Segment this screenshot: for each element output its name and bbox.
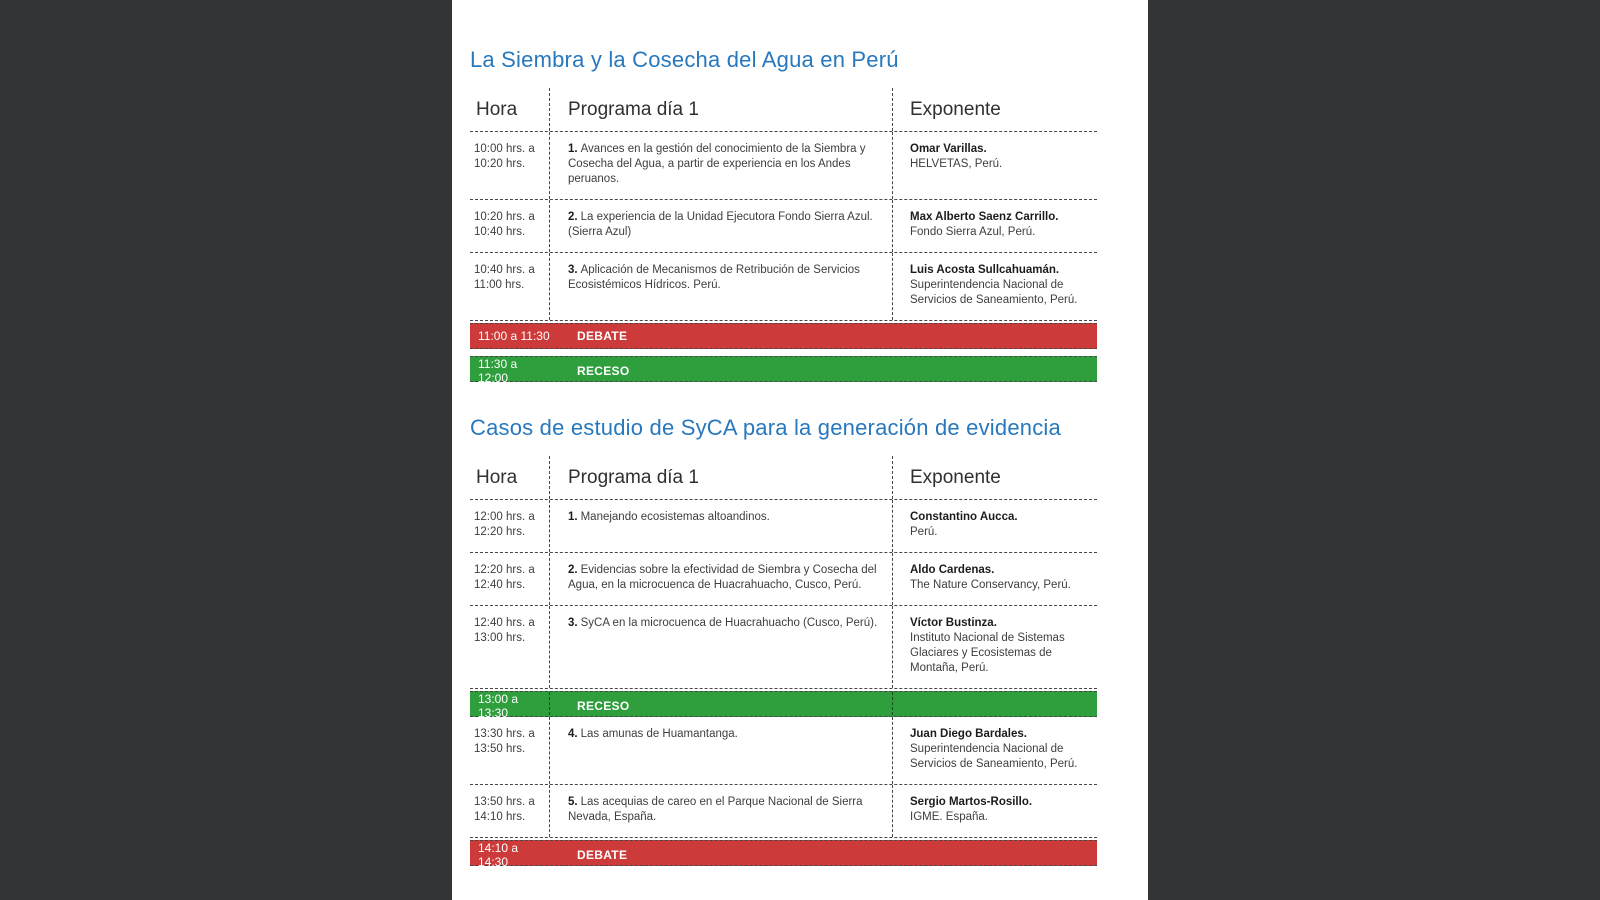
- item-topic: Las acequias de careo en el Parque Nacional de Sierra Nevada, España.: [568, 796, 863, 823]
- item-topic: Las amunas de Huamantanga.: [580, 728, 738, 740]
- time-cell: [470, 785, 550, 837]
- program-cell: [550, 606, 893, 688]
- section-casos-estudio: [470, 414, 1097, 869]
- debate-label: DEBATE: [577, 329, 628, 343]
- item-number: 1.: [568, 143, 578, 155]
- speaker-name: Juan Diego Bardales.: [910, 728, 1027, 740]
- time-end: 10:40 hrs.: [474, 226, 526, 238]
- time-end: 10:20 hrs.: [474, 158, 526, 170]
- debate-time: 11:00 a 11:30: [478, 329, 550, 343]
- time-end: 12:40 hrs.: [474, 579, 526, 591]
- time-cell: [470, 553, 550, 605]
- time-cell: [470, 200, 550, 252]
- item-topic: SyCA en la microcuenca de Huacrahuacho (Cusco, Perú).: [580, 617, 878, 629]
- section-title: La Siembra y la Cosecha del Agua en Perú: [470, 47, 899, 72]
- time-start: 13:50 hrs. a: [474, 796, 535, 808]
- speaker-affiliation: Superintendencia Nacional de Servicios de Saneamiento, Perú.: [910, 279, 1078, 306]
- speaker-cell: [893, 200, 1097, 252]
- speaker-name: Sergio Martos-Rosillo.: [910, 796, 1033, 808]
- item-topic: Evidencias sobre la efectividad de Siembra y Cosecha del Agua, en la microcuenca de Huacrahuacho, Cusco, Perú.: [568, 564, 877, 591]
- time-end: 14:10 hrs.: [474, 811, 526, 823]
- document-page: [452, 0, 1148, 900]
- time-cell: [470, 606, 550, 688]
- receso-label: RECESO: [577, 364, 630, 378]
- program-cell: [550, 200, 893, 252]
- item-topic: Manejando ecosistemas altoandinos.: [580, 511, 770, 523]
- program-cell: [550, 253, 893, 320]
- receso-time: 13:00 a 13:30: [478, 692, 519, 720]
- debate-time: 14:10 a 14:30: [478, 841, 519, 869]
- item-number: 3.: [568, 264, 578, 276]
- time-end: 11:00 hrs.: [474, 279, 525, 291]
- speaker-cell: [893, 253, 1097, 320]
- program-cell: [550, 500, 893, 552]
- program-cell: [550, 785, 893, 837]
- program-cell: [550, 553, 893, 605]
- time-end: 13:50 hrs.: [474, 743, 526, 755]
- debate-label: DEBATE: [577, 848, 628, 862]
- speaker-affiliation: IGME. España.: [910, 811, 988, 823]
- speaker-name: Luis Acosta Sullcahuamán.: [910, 264, 1060, 276]
- schedule-table: [470, 456, 1097, 869]
- receso-time: 11:30 a 12:00: [478, 357, 518, 385]
- time-cell: [470, 253, 550, 320]
- session-row: [470, 200, 1097, 253]
- item-topic: Avances en la gestión del conocimiento de la Siembra y Cosecha del Agua, a partir de experiencia en los Andes peruanos.: [568, 143, 866, 185]
- session-row: [470, 132, 1097, 200]
- time-end: 13:00 hrs.: [474, 632, 526, 644]
- column-header-exponente: Exponente: [910, 467, 1001, 488]
- section-siembra-cosecha: [470, 46, 1097, 385]
- speaker-affiliation: The Nature Conservancy, Perú.: [910, 579, 1071, 591]
- speaker-cell: [893, 606, 1097, 688]
- speaker-affiliation: Instituto Nacional de Sistemas Glaciares y Ecosistemas de Montaña, Perú.: [910, 632, 1065, 674]
- debate-bar: [470, 323, 1097, 349]
- item-number: 3.: [568, 617, 578, 629]
- speaker-affiliation: Perú.: [910, 526, 938, 538]
- session-row: [470, 553, 1097, 606]
- column-header-hora: Hora: [470, 456, 550, 499]
- session-row: [470, 606, 1097, 689]
- time-start: 12:00 hrs. a: [474, 511, 535, 523]
- schedule-table: [470, 88, 1097, 385]
- speaker-cell: [893, 553, 1097, 605]
- speaker-cell: [893, 500, 1097, 552]
- receso-bar: [470, 356, 1097, 385]
- speaker-cell: [893, 717, 1097, 784]
- time-start: 13:30 hrs. a: [474, 728, 535, 740]
- speaker-name: Max Alberto Saenz Carrillo.: [910, 211, 1059, 223]
- speaker-name: Aldo Cardenas.: [910, 564, 995, 576]
- speaker-affiliation: Superintendencia Nacional de Servicios de Saneamiento, Perú.: [910, 743, 1078, 770]
- program-cell: [550, 717, 893, 784]
- debate-bar: [470, 840, 1097, 869]
- column-header-programa: Programa día 1: [550, 456, 893, 499]
- speaker-affiliation: HELVETAS, Perú.: [910, 158, 1003, 170]
- item-number: 1.: [568, 511, 578, 523]
- session-row: [470, 785, 1097, 838]
- item-number: 5.: [568, 796, 578, 808]
- time-cell: [470, 500, 550, 552]
- column-header-programa: Programa día 1: [550, 88, 893, 131]
- session-row: [470, 500, 1097, 553]
- speaker-affiliation: Fondo Sierra Azul, Perú.: [910, 226, 1036, 238]
- session-row: [470, 253, 1097, 321]
- column-header-exponente: Exponente: [910, 99, 1001, 120]
- speaker-name: Constantino Aucca.: [910, 511, 1018, 523]
- time-start: 12:20 hrs. a: [474, 564, 535, 576]
- time-start: 12:40 hrs. a: [474, 617, 535, 629]
- speaker-name: Víctor Bustinza.: [910, 617, 997, 629]
- column-header-hora: Hora: [470, 88, 550, 131]
- item-number: 2.: [568, 211, 578, 223]
- receso-bar: [470, 691, 1097, 720]
- time-cell: [470, 717, 550, 784]
- time-end: 12:20 hrs.: [474, 526, 526, 538]
- receso-label: RECESO: [577, 699, 630, 713]
- program-cell: [550, 132, 893, 199]
- item-number: 2.: [568, 564, 578, 576]
- time-start: 10:00 hrs. a: [474, 143, 535, 155]
- speaker-cell: [893, 785, 1097, 837]
- item-topic: Aplicación de Mecanismos de Retribución de Servicios Ecosistémicos Hídricos. Perú.: [568, 264, 860, 291]
- table-header-row: [470, 456, 1097, 500]
- time-cell: [470, 132, 550, 199]
- table-header-row: [470, 88, 1097, 132]
- session-row: [470, 717, 1097, 785]
- speaker-name: Omar Varillas.: [910, 143, 987, 155]
- time-start: 10:20 hrs. a: [474, 211, 535, 223]
- time-start: 10:40 hrs. a: [474, 264, 535, 276]
- section-title: Casos de estudio de SyCA para la generación de evidencia: [470, 415, 1061, 440]
- item-number: 4.: [568, 728, 578, 740]
- item-topic: La experiencia de la Unidad Ejecutora Fondo Sierra Azul. (Sierra Azul): [568, 211, 873, 238]
- speaker-cell: [893, 132, 1097, 199]
